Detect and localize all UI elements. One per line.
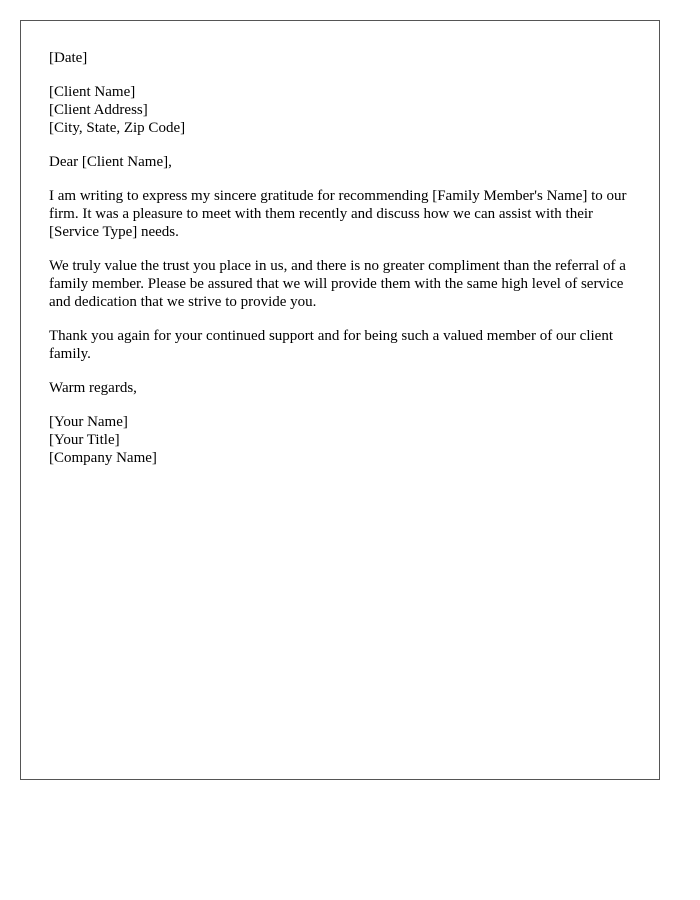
signature-title: [Your Title] — [49, 432, 120, 448]
paragraph-trust: We truly value the trust you place in us, and there is no greater compliment than the referral of a family member. Please be assured that we will provide them with the same high level of service and dedication that we strive to provide you. — [49, 258, 626, 310]
recipient-name: [Client Name] — [49, 84, 136, 100]
closing: Warm regards, — [49, 380, 137, 396]
recipient-block — [49, 83, 631, 137]
salutation: Dear [Client Name], — [49, 154, 172, 170]
paragraph-thanks: Thank you again for your continued support and for being such a valued member of our client family. — [49, 328, 614, 362]
signature-name: [Your Name] — [49, 414, 128, 430]
signature-block — [49, 413, 631, 467]
recipient-address: [Client Address] — [49, 102, 148, 118]
paragraph-gratitude: I am writing to express my sincere gratitude for recommending [Family Member's Name] to our firm. It was a pleasure to meet with them recently and discuss how we can assist with their [Service Type] needs. — [49, 188, 627, 240]
letter-page — [20, 20, 660, 780]
recipient-city-state-zip: [City, State, Zip Code] — [49, 120, 186, 136]
letter-body — [49, 49, 631, 467]
signature-company: [Company Name] — [49, 450, 157, 466]
letter-date: [Date] — [49, 50, 88, 66]
